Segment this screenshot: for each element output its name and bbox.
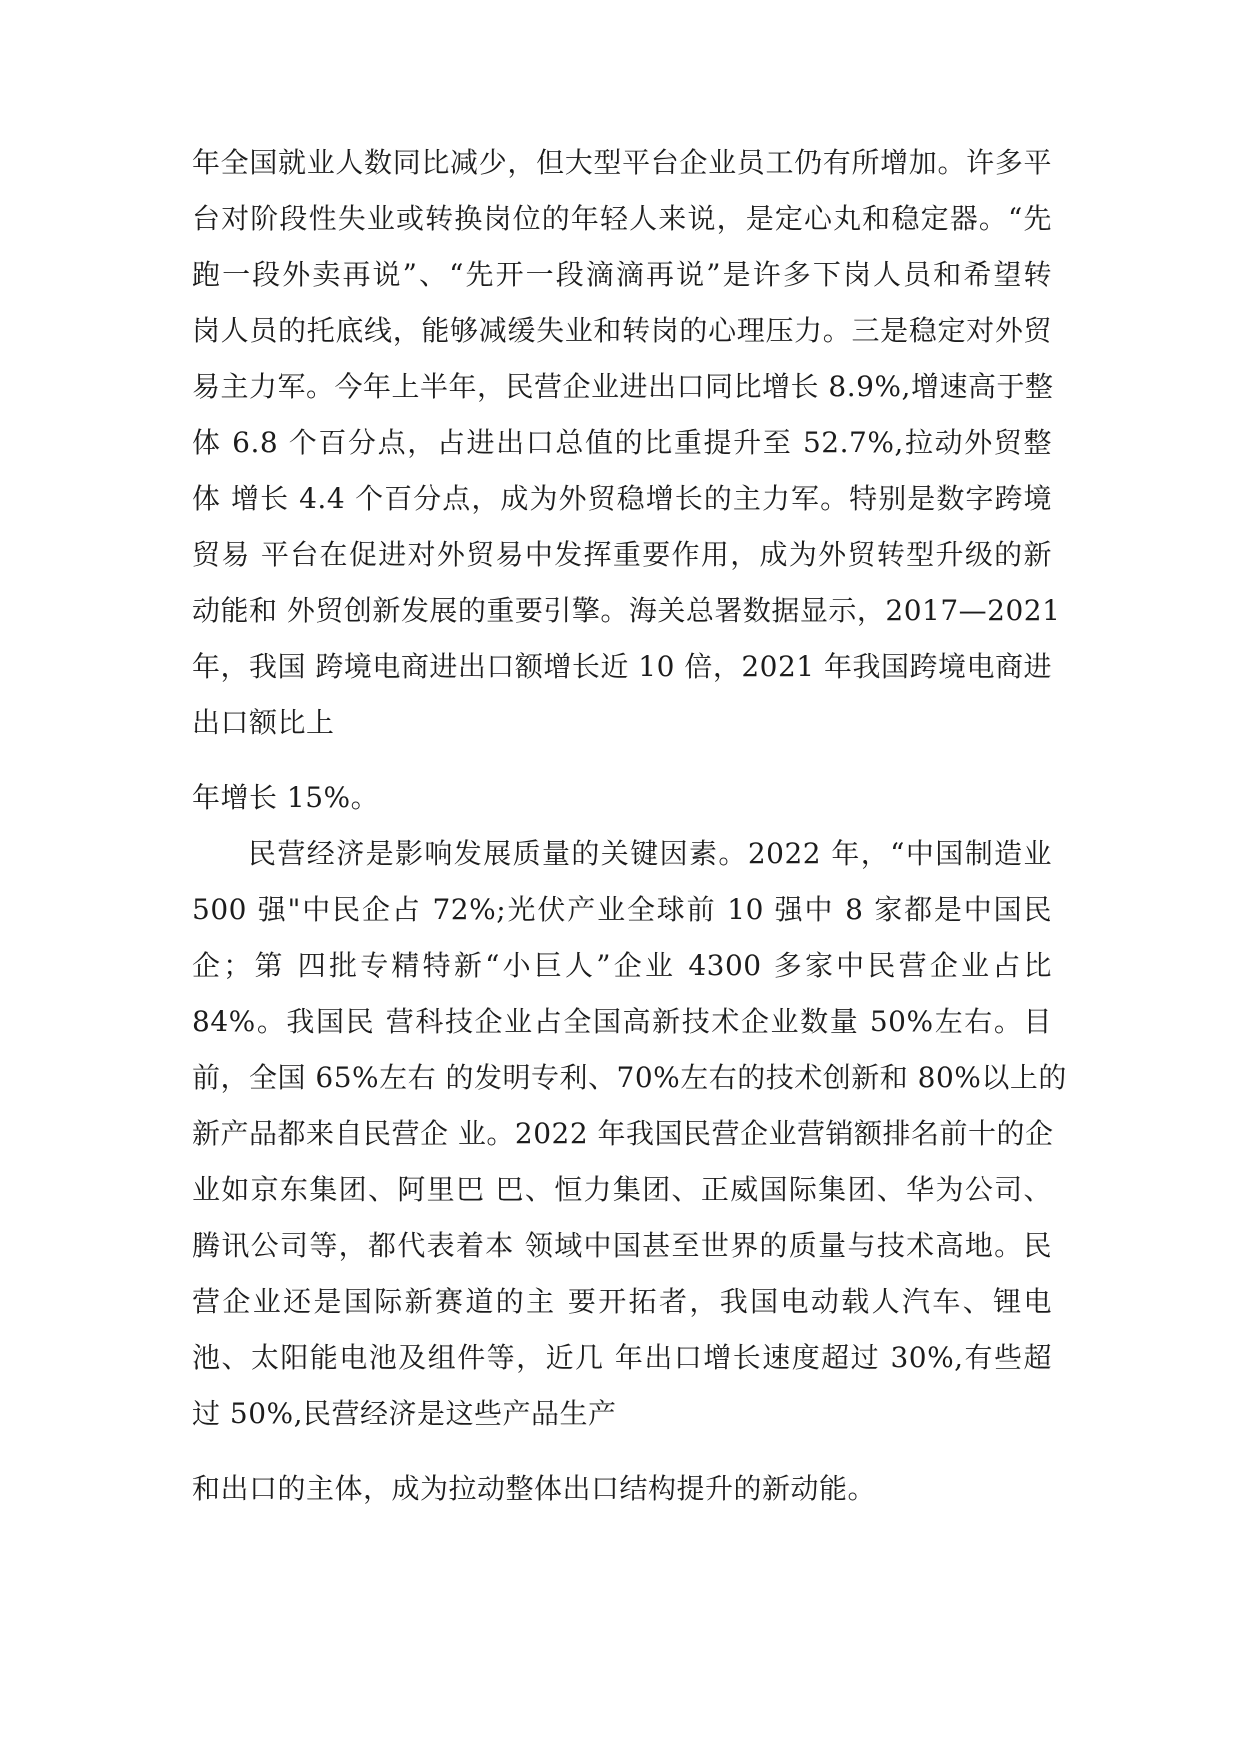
- text-line: 贸易 平台在促进对外贸易中发挥重要作用，成为外贸转型升级的新: [192, 538, 1052, 571]
- text-line: 年全国就业人数同比减少，但大型平台企业员工仍有所增加。许多平: [192, 146, 1052, 179]
- text-line: 业如京东集团、阿里巴 巴、恒力集团、正威国际集团、华为公司、: [192, 1173, 1052, 1206]
- text-line: 前，全国 65%左右 的发明专利、70%左右的技术创新和 80%以上的: [192, 1061, 1067, 1094]
- text-line: 新产品都来自民营企 业。2022 年我国民营企业营销额排名前十的企: [192, 1117, 1054, 1150]
- text-line: 过 50%,民营经济是这些产品生产: [192, 1397, 617, 1430]
- text-line: 500 强"中民企占 72%;光伏产业全球前 10 强中 8 家都是中国民: [192, 893, 1052, 926]
- text-line: 和出口的主体，成为拉动整体出口结构提升的新动能。: [192, 1472, 877, 1505]
- text-line: 腾讯公司等，都代表着本 领域中国甚至世界的质量与技术高地。民: [192, 1229, 1052, 1262]
- paragraph-first-line: 民营经济是影响发展质量的关键因素。2022 年，“中国制造业: [248, 837, 1052, 870]
- text-line: 台对阶段性失业或转换岗位的年轻人来说，是定心丸和稳定器。“先: [192, 202, 1052, 235]
- text-line: 跑一段外卖再说”、“先开一段滴滴再说”是许多下岗人员和希望转: [192, 258, 1052, 291]
- text-line: 易主力军。今年上半年，民营企业进出口同比增长 8.9%,增速高于整: [192, 370, 1054, 403]
- text-line: 岗人员的托底线，能够减缓失业和转岗的心理压力。三是稳定对外贸: [192, 314, 1052, 347]
- text-line: 年增长 15%。: [192, 781, 380, 814]
- text-line: 动能和 外贸创新发展的重要引擎。海关总署数据显示，2017—2021: [192, 594, 1061, 627]
- text-line: 体 6.8 个百分点，占进出口总值的比重提升至 52.7%,拉动外贸整: [192, 426, 1052, 459]
- text-line: 84%。我国民 营科技企业占全国高新技术企业数量 50%左右。目: [192, 1005, 1052, 1038]
- text-line: 体 增长 4.4 个百分点，成为外贸稳增长的主力军。特别是数字跨境: [192, 482, 1052, 515]
- text-line: 企；第 四批专精特新“小巨人”企业 4300 多家中民营企业占比: [192, 949, 1052, 982]
- text-line: 营企业还是国际新赛道的主 要开拓者，我国电动载人汽车、锂电: [192, 1285, 1052, 1318]
- text-line: 池、太阳能电池及组件等，近几 年出口增长速度超过 30%,有些超: [192, 1341, 1052, 1374]
- text-line: 出口额比上: [192, 706, 335, 739]
- text-line: 年，我国 跨境电商进出口额增长近 10 倍，2021 年我国跨境电商进: [192, 650, 1052, 683]
